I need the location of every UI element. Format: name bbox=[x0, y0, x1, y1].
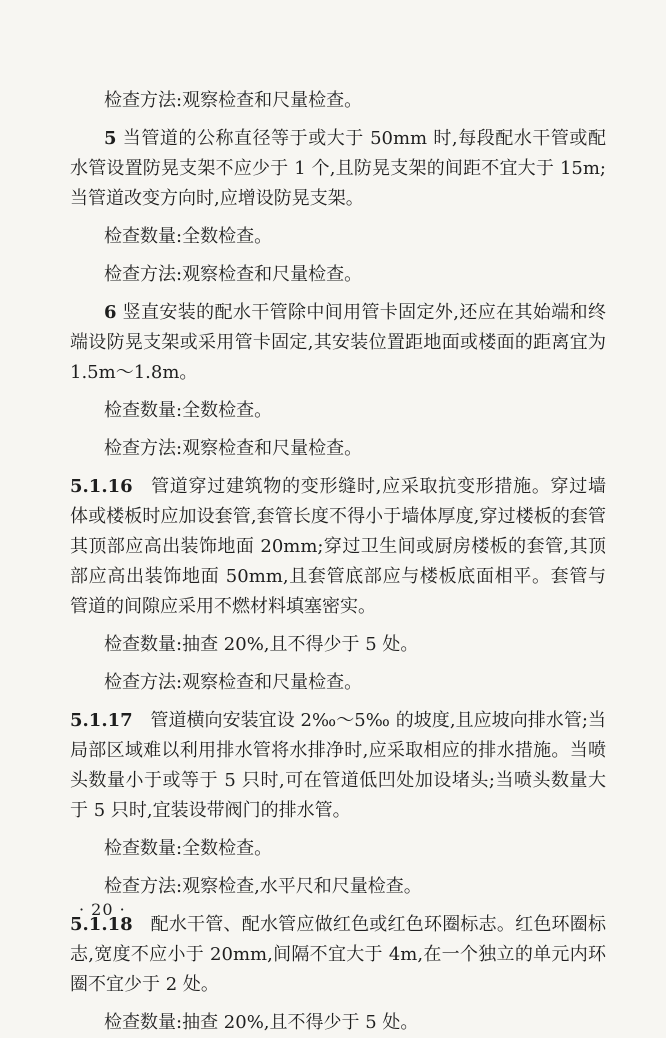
item-6 bbox=[70, 298, 606, 388]
check-quantity-line bbox=[70, 396, 606, 426]
item-number: 5 bbox=[104, 128, 117, 149]
paragraph-text: 竖直安装的配水干管除中间用管卡固定外,还应在其始端和终端设防晃支架或采用管卡固定,其安装位置距地面或楼面的距离宜为 1.5m～1.8m。 bbox=[70, 302, 606, 383]
paragraph-text: 管道穿过建筑物的变形缝时,应采取抗变形措施。穿过墙体或楼板时应加设套管,套管长度不得小于墙体厚度,穿过楼板的套管其顶部应高出装饰地面 20mm;穿过卫生间或厨房楼板的套管,其顶部应高出装饰地面 50mm,且套管底部应与楼板底面相平。套管与管道的间隙应采用不燃材料填塞密实。 bbox=[70, 476, 606, 617]
paragraph-text: 检查数量:全数检查。 bbox=[104, 226, 273, 247]
item-number: 6 bbox=[104, 302, 117, 323]
paragraph-text: 检查方法:观察检查和尺量检查。 bbox=[104, 672, 363, 693]
paragraph-text: 检查数量:全数检查。 bbox=[104, 400, 273, 421]
clause-5-1-18 bbox=[70, 910, 606, 1000]
clause-number: 5.1.18 bbox=[70, 914, 133, 935]
clause-number: 5.1.16 bbox=[70, 476, 133, 497]
paragraph-text: 检查方法:观察检查,水平尺和尺量检查。 bbox=[104, 876, 422, 897]
check-method-line bbox=[70, 668, 606, 698]
check-method-line bbox=[70, 86, 606, 116]
paragraph-text: 检查方法:观察检查和尺量检查。 bbox=[104, 438, 363, 459]
clause-number: 5.1.17 bbox=[70, 710, 133, 731]
paragraph-text: 配水干管、配水管应做红色或红色环圈标志。红色环圈标志,宽度不应小于 20mm,间隔不宜大于 4m,在一个独立的单元内环圈不宜少于 2 处。 bbox=[70, 914, 606, 995]
paragraph-text: 检查方法:观察检查和尺量检查。 bbox=[104, 90, 363, 111]
paragraph-text: 管道横向安装宜设 2‰～5‰ 的坡度,且应坡向排水管;当局部区域难以利用排水管将水排净时,应采取相应的排水措施。当喷头数量小于或等于 5 只时,可在管道低凹处加设堵头;当喷头数量大于 5 只时,宜装设带阀门的排水管。 bbox=[70, 710, 606, 821]
check-method-line bbox=[70, 260, 606, 290]
clause-5-1-17 bbox=[70, 706, 606, 826]
item-5 bbox=[70, 124, 606, 214]
check-quantity-line bbox=[70, 630, 606, 660]
page-number: · 20 · bbox=[79, 900, 126, 919]
paragraph-text: 当管道的公称直径等于或大于 50mm 时,每段配水干管或配水管设置防晃支架不应少于 1 个,且防晃支架的间距不宜大于 15m;当管道改变方向时,应增设防晃支架。 bbox=[70, 128, 606, 209]
clause-5-1-16 bbox=[70, 472, 606, 622]
check-quantity-line bbox=[70, 1008, 606, 1038]
check-quantity-line bbox=[70, 834, 606, 864]
paragraph-text: 检查数量:全数检查。 bbox=[104, 838, 273, 859]
paragraph-text: 检查数量:抽查 20%,且不得少于 5 处。 bbox=[104, 1012, 419, 1033]
paragraph-text: 检查方法:观察检查和尺量检查。 bbox=[104, 264, 363, 285]
check-method-line bbox=[70, 434, 606, 464]
page-body bbox=[70, 86, 606, 1038]
check-method-line bbox=[70, 872, 606, 902]
paragraph-text: 检查数量:抽查 20%,且不得少于 5 处。 bbox=[104, 634, 419, 655]
check-quantity-line bbox=[70, 222, 606, 252]
